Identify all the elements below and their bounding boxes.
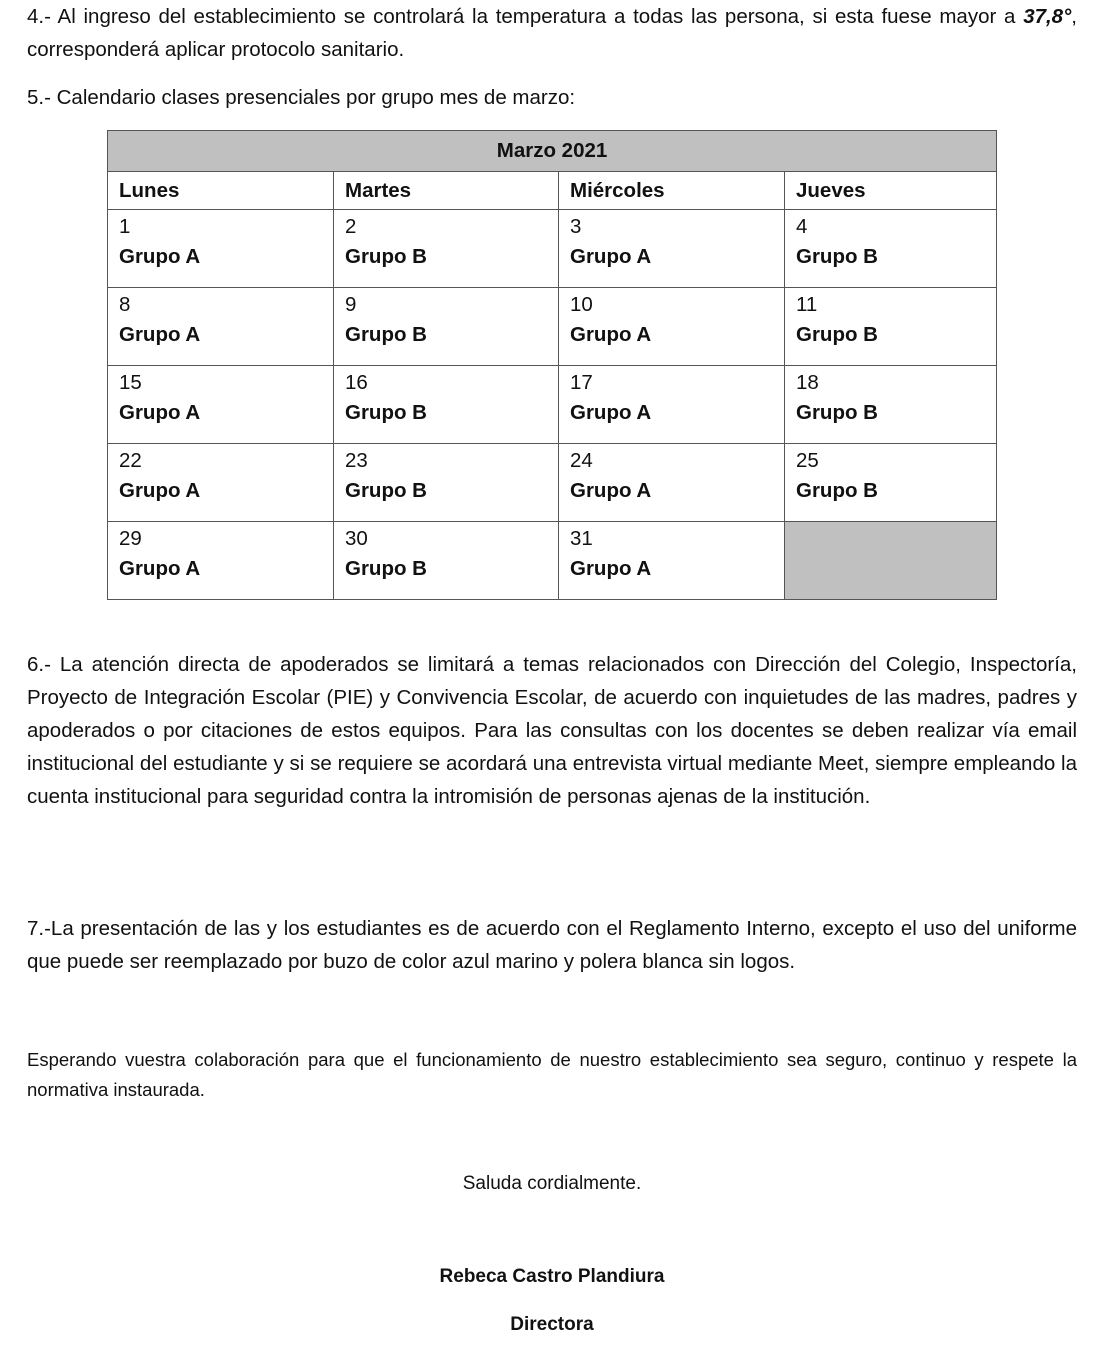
cell-group: Grupo A — [119, 323, 201, 346]
cell-group: Grupo B — [345, 479, 427, 502]
cell-group: Grupo A — [570, 479, 652, 502]
cell-day: 30 — [345, 527, 368, 550]
calendar-cell — [334, 210, 559, 288]
cell-day: 16 — [345, 371, 368, 394]
calendar-cell — [334, 522, 559, 600]
calendar-cell — [785, 210, 997, 288]
calendar-cell — [108, 366, 334, 444]
cell-group: Grupo B — [345, 557, 427, 580]
cell-group: Grupo A — [119, 479, 201, 502]
cell-group: Grupo B — [796, 323, 878, 346]
greeting-text: Saluda cordialmente. — [462, 1173, 642, 1194]
calendar-cell — [108, 444, 334, 522]
cell-day: 11 — [796, 293, 818, 316]
cell-day: 10 — [570, 293, 593, 316]
cell-day: 3 — [570, 215, 582, 238]
cell-day: 18 — [796, 371, 819, 394]
signer-name: Rebeca Castro Plandiura — [439, 1266, 665, 1287]
cell-day: 29 — [119, 527, 142, 550]
cell-group: Grupo A — [570, 245, 652, 268]
header-lunes: Lunes — [108, 172, 334, 210]
calendar-cell — [559, 522, 785, 600]
calendar-week-row — [108, 522, 997, 600]
cell-day: 1 — [119, 215, 131, 238]
header-miercoles: Miércoles — [559, 172, 785, 210]
cell-day: 4 — [796, 215, 808, 238]
cell-group: Grupo B — [796, 479, 878, 502]
cell-group: Grupo A — [570, 401, 652, 424]
cell-day: 25 — [796, 449, 819, 472]
calendar-cell — [559, 444, 785, 522]
cell-day: 17 — [570, 371, 593, 394]
calendar-cell — [559, 210, 785, 288]
calendar-cell — [559, 288, 785, 366]
cell-group: Grupo B — [345, 323, 427, 346]
cell-group: Grupo A — [119, 401, 201, 424]
cell-day: 15 — [119, 371, 142, 394]
cell-group: Grupo A — [119, 245, 201, 268]
calendar-title: Marzo 2021 — [108, 131, 997, 172]
item-6-paragraph: 6.- La atención directa de apoderados se limitará a temas relacionados con Dirección del Colegio, Inspectoría, Proyecto de Integración Escolar (PIE) y Convivencia Escolar, de acuerdo con inquietudes de las madres, padres y apoderados o por citaciones de estos equipos. Para las consultas con los docentes se deben realizar vía email institucional del estudiante y si se requiere se acordará una entrevista virtual mediante Meet, siempre empleando la cuenta institucional para seguridad contra la intromisión de personas ajenas de la institución. — [27, 653, 1077, 808]
cell-day: 31 — [570, 527, 593, 550]
item-7-paragraph: 7.-La presentación de las y los estudiantes es de acuerdo con el Reglamento Interno, excepto el uso del uniforme que puede ser reemplazado por buzo de color azul marino y polera blanca sin logos. — [27, 917, 1077, 973]
item-5-paragraph: 5.- Calendario clases presenciales por grupo mes de marzo: — [27, 86, 576, 109]
cell-day: 8 — [119, 293, 131, 316]
calendar-cell — [108, 522, 334, 600]
closing-paragraph: Esperando vuestra colaboración para que el funcionamiento de nuestro establecimiento sea seguro, continuo y respete la normativa instaurada. — [27, 1049, 1077, 1100]
header-jueves: Jueves — [785, 172, 997, 210]
temperature-value: 37,8° — [1023, 5, 1072, 28]
calendar-cell — [785, 444, 997, 522]
calendar-cell — [334, 288, 559, 366]
cell-day: 23 — [345, 449, 368, 472]
cell-group: Grupo A — [570, 557, 652, 580]
calendar-week-row — [108, 288, 997, 366]
calendar-cell — [334, 366, 559, 444]
cell-group: Grupo B — [796, 401, 878, 424]
calendar-week-row — [108, 210, 997, 288]
calendar-cell — [108, 288, 334, 366]
calendar-week-row — [108, 366, 997, 444]
cell-day: 22 — [119, 449, 142, 472]
calendar-cell — [108, 210, 334, 288]
cell-group: Grupo B — [345, 401, 427, 424]
calendar-cell-empty — [785, 522, 997, 600]
item-4-text-after: , corresponderá aplicar protocolo sanitario. — [27, 5, 1077, 61]
calendar-cell — [785, 288, 997, 366]
calendar-week-row — [108, 444, 997, 522]
calendar-cell — [334, 444, 559, 522]
cell-day: 9 — [345, 293, 357, 316]
item-4-paragraph — [27, 0, 1077, 66]
cell-group: Grupo B — [796, 245, 878, 268]
cell-group: Grupo A — [119, 557, 201, 580]
calendar-cell — [785, 366, 997, 444]
item-4-text-before: 4.- Al ingreso del establecimiento se controlará la temperatura a todas las persona, si esta fuese mayor a — [27, 5, 1024, 28]
header-martes: Martes — [334, 172, 559, 210]
calendar-cell — [559, 366, 785, 444]
calendar-header-row — [108, 172, 997, 210]
cell-day: 2 — [345, 215, 357, 238]
march-calendar-table — [107, 130, 997, 600]
cell-day: 24 — [570, 449, 593, 472]
signer-role: Directora — [510, 1314, 594, 1335]
cell-group: Grupo B — [345, 245, 427, 268]
cell-group: Grupo A — [570, 323, 652, 346]
